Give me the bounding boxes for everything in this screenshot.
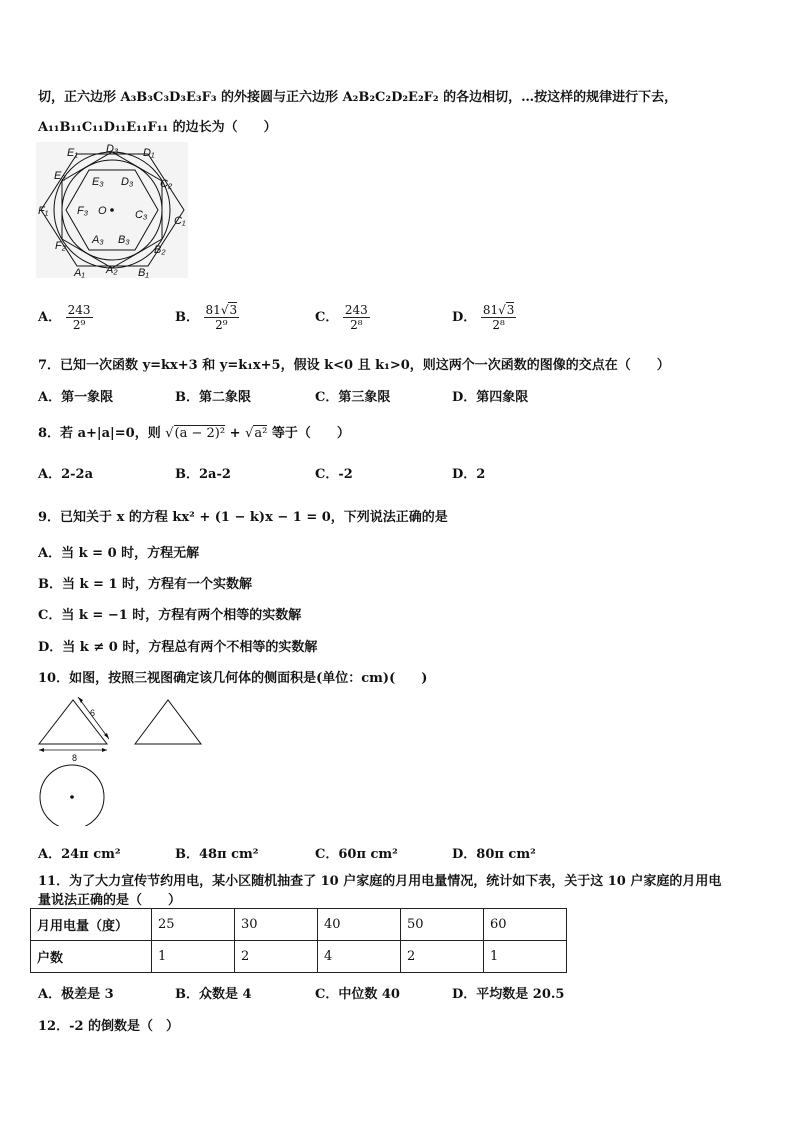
q7-option-a: A．第一象限: [38, 390, 114, 405]
q10-option-a: A．24π cm²: [38, 847, 121, 862]
label-F2: F₂: [55, 240, 66, 252]
q9-option-b: B．当 k = 1 时，方程有一个实数解: [38, 577, 253, 592]
q6-option-c: C． $\frac{243}{\text{2⁸}}$: [315, 303, 368, 332]
table-row: [31, 941, 567, 973]
table-cell: 1: [484, 941, 567, 973]
q11-option-c: C．中位数 40: [315, 987, 400, 1002]
q7-option-d: D．第四象限: [452, 390, 529, 405]
q8-option-d: D．2: [452, 467, 486, 482]
q6-option-a: A． $\frac{243}{\text{2⁹}}$: [38, 303, 91, 332]
q9-option-d: D．当 k ≠ 0 时，方程总有两个不相等的实数解: [38, 640, 318, 655]
q8-option-c: C．-2: [315, 467, 353, 482]
dimension-eight: 8: [72, 753, 78, 763]
q8-stem: 8．若 a+|a|=0，则 √(a − 2)² + √a² 等于（ ）: [38, 426, 350, 441]
label-C2: C₂: [160, 178, 173, 190]
label-B3: B₃: [118, 234, 130, 246]
top-view-center: [70, 795, 74, 799]
q8-option-a: A．2-2a: [38, 467, 93, 482]
q10-option-c: C．60π cm²: [315, 847, 398, 862]
label-D3: D₃: [121, 176, 134, 188]
table-cell: 30: [235, 909, 318, 941]
q10-option-d: D．80π cm²: [452, 847, 536, 862]
label-E1: E₁: [67, 147, 78, 159]
nested-hexagons-figure: [36, 142, 188, 278]
q10-option-b: B．48π cm²: [175, 847, 259, 862]
q9-stem: 9．已知关于 x 的方程 kx² + (1 − k)x − 1 = 0，下列说法正确的是: [38, 510, 448, 525]
table-header-cell: 户数: [31, 941, 152, 973]
table-cell: 4: [318, 941, 401, 973]
table-row: [31, 909, 567, 941]
label-F3: F₃: [77, 205, 89, 217]
three-view-figure: [34, 690, 214, 826]
q7-option-c: C．第三象限: [315, 390, 391, 405]
q9-option-c: C．当 k = −1 时，方程有两个相等的实数解: [38, 608, 302, 623]
label-A1: A₁: [74, 267, 85, 278]
q10-stem: 10．如图，按照三视图确定该几何体的侧面积是(单位：cm)( ): [38, 671, 428, 686]
q11-option-b: B．众数是 4: [175, 987, 252, 1002]
label-E2: E₂: [54, 170, 66, 182]
q6-option-b: B． $\frac{81√3}{\text{2⁹}}$: [175, 303, 238, 332]
label-A2: A₂: [106, 264, 118, 276]
side-view-triangle: [135, 700, 201, 744]
q11-stem-line2: 量说法正确的是（ ）: [38, 893, 182, 908]
label-C1: C₁: [174, 215, 186, 227]
table-cell: 25: [152, 909, 235, 941]
q12-stem: 12．-2 的倒数是（ ）: [38, 1019, 180, 1034]
table-cell: 1: [152, 941, 235, 973]
label-E3: E₃: [92, 176, 104, 188]
center-point: [110, 208, 114, 212]
label-B2: B₂: [154, 244, 166, 256]
label-D1: D₁: [143, 147, 155, 159]
table-cell: 50: [401, 909, 484, 941]
q6-stem-line2: A₁₁B₁₁C₁₁D₁₁E₁₁F₁₁ 的边长为（ ）: [38, 120, 277, 135]
table-cell: 2: [235, 941, 318, 973]
table-cell: 60: [484, 909, 567, 941]
q11-option-d: D．平均数是 20.5: [452, 987, 565, 1002]
label-C3: C₃: [135, 209, 148, 221]
q11-option-a: A．极差是 3: [38, 987, 114, 1002]
label-O: O: [98, 205, 107, 217]
q6-stem-line1: 切，正六边形 A₃B₃C₃D₃E₃F₃ 的外接圆与正六边形 A₂B₂C₂D₂E₂F₂ 的各边相切，…按这样的规律进行下去，: [38, 90, 678, 105]
q9-option-a: A．当 k = 0 时，方程无解: [38, 546, 200, 561]
label-B1: B₁: [138, 267, 149, 278]
table-header-cell: 月用电量（度）: [31, 909, 152, 941]
q8-option-b: B．2a-2: [175, 467, 231, 482]
label-A3: A₃: [92, 234, 104, 246]
q7-stem: 7．已知一次函数 y=kx+3 和 y=k₁x+5，假设 k<0 且 k₁>0，则这两个一次函数的图像的交点在（ ）: [38, 358, 670, 373]
electricity-table: [30, 908, 567, 973]
table-cell: 40: [318, 909, 401, 941]
table-cell: 2: [401, 941, 484, 973]
label-D3-top: D₃: [106, 143, 119, 155]
dimension-six: 6: [90, 708, 96, 718]
q11-stem-line1: 11．为了大力宣传节约用电，某小区随机抽查了 10 户家庭的月用电量情况，统计如下表，关于这 10 户家庭的月用电: [38, 874, 722, 889]
label-F1: F₁: [38, 205, 49, 217]
q7-option-b: B．第二象限: [175, 390, 251, 405]
q6-option-d: D． $\frac{81√3}{\text{2⁸}}$: [452, 303, 515, 332]
